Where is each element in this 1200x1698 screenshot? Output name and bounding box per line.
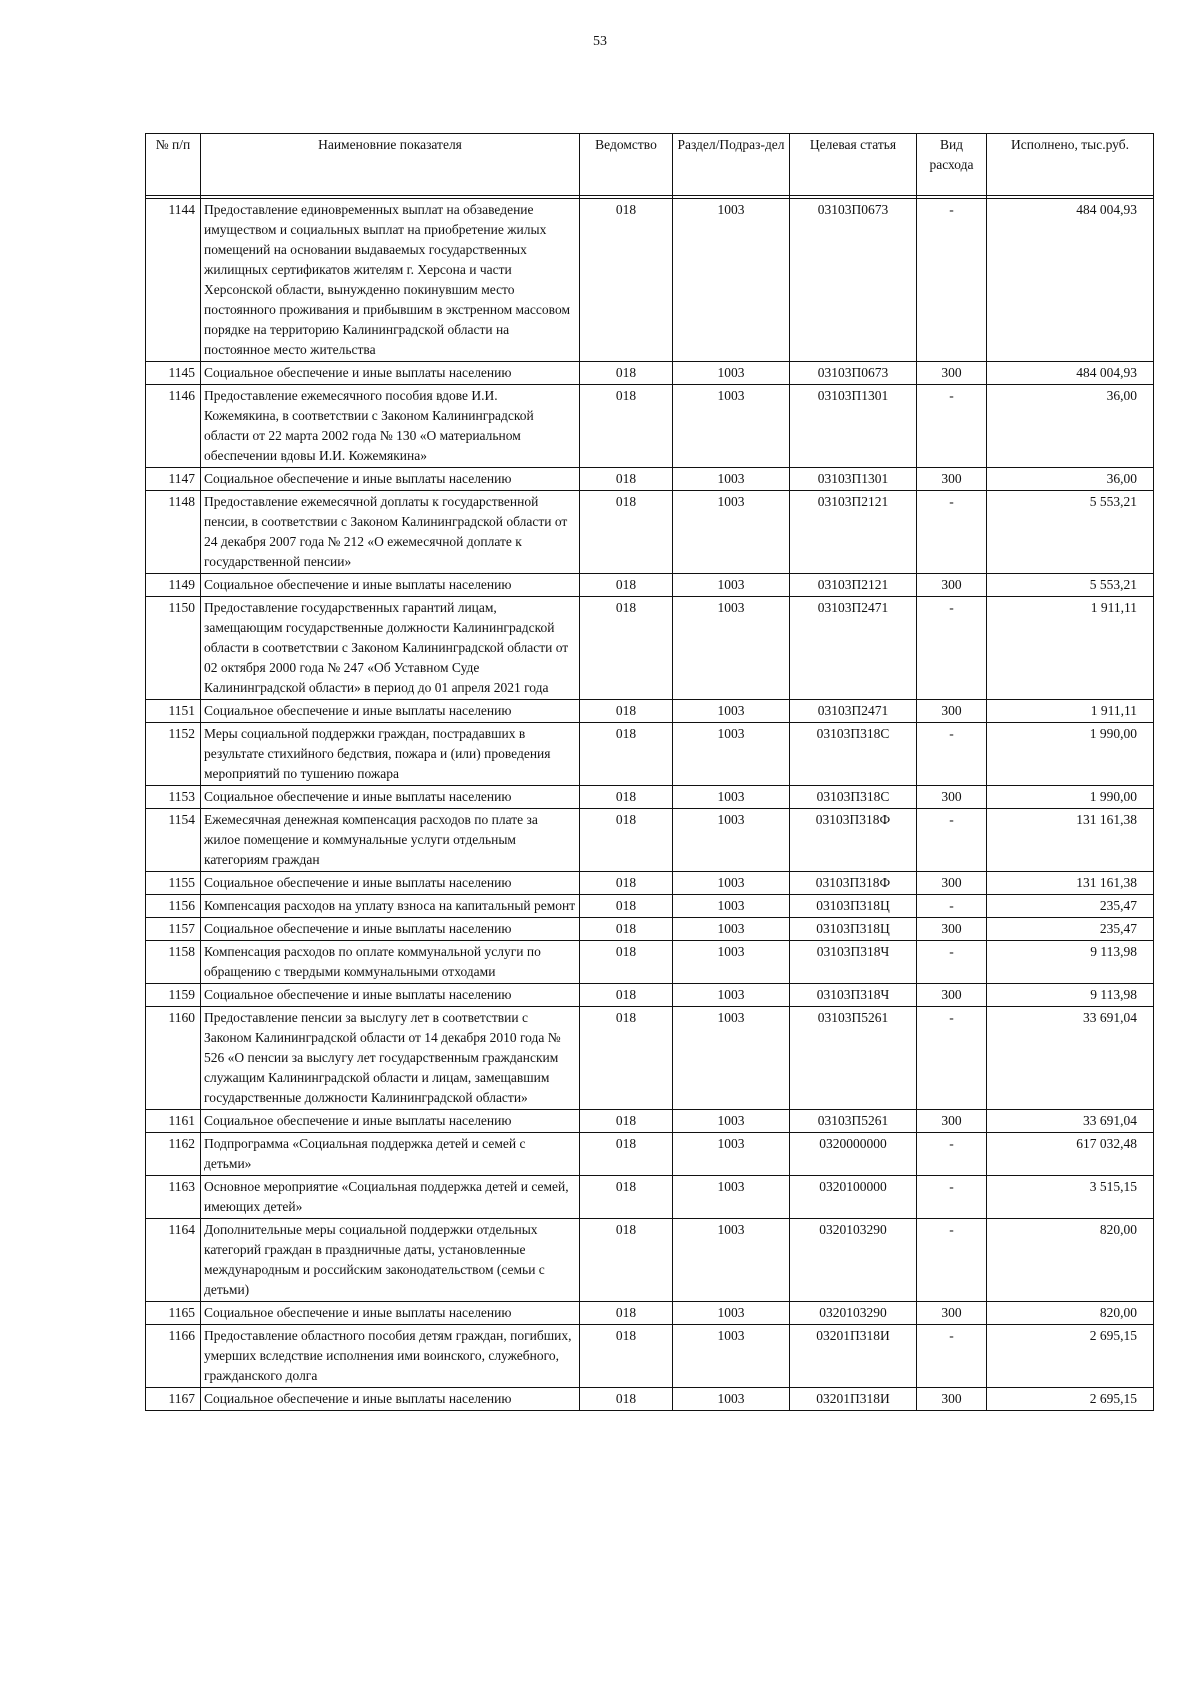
cell-kind: -: [917, 809, 987, 872]
cell-target: 03103П0673: [790, 362, 917, 385]
table-row: [146, 786, 1154, 809]
cell-num: 1164: [146, 1219, 201, 1302]
cell-kind: -: [917, 723, 987, 786]
cell-dept: 018: [580, 872, 673, 895]
cell-target: 03103П318С: [790, 786, 917, 809]
header-kind: Вид расхода: [917, 134, 987, 196]
cell-amount: 36,00: [987, 385, 1154, 468]
cell-num: 1147: [146, 468, 201, 491]
cell-name: Социальное обеспечение и иные выплаты населению: [201, 984, 580, 1007]
page-number: 53: [593, 34, 607, 49]
cell-num: 1149: [146, 574, 201, 597]
cell-target: 03103П318Ч: [790, 941, 917, 984]
cell-target: 0320100000: [790, 1176, 917, 1219]
cell-name: Основное мероприятие «Социальная поддержка детей и семей, имеющих детей»: [201, 1176, 580, 1219]
cell-dept: 018: [580, 199, 673, 362]
cell-num: 1166: [146, 1325, 201, 1388]
cell-kind: 300: [917, 786, 987, 809]
table-row: [146, 597, 1154, 700]
cell-name: Социальное обеспечение и иные выплаты населению: [201, 786, 580, 809]
cell-dept: 018: [580, 468, 673, 491]
cell-target: 03103П2471: [790, 597, 917, 700]
table-row: [146, 1133, 1154, 1176]
cell-target: 03103П318С: [790, 723, 917, 786]
header-name: Наименовние показателя: [201, 134, 580, 196]
cell-kind: -: [917, 1219, 987, 1302]
cell-name: Социальное обеспечение и иные выплаты населению: [201, 1388, 580, 1411]
cell-target: 03201П318И: [790, 1388, 917, 1411]
cell-name: Социальное обеспечение и иные выплаты населению: [201, 574, 580, 597]
cell-target: 03103П2121: [790, 574, 917, 597]
cell-num: 1159: [146, 984, 201, 1007]
cell-amount: 36,00: [987, 468, 1154, 491]
cell-amount: 235,47: [987, 918, 1154, 941]
cell-num: 1167: [146, 1388, 201, 1411]
cell-name: Компенсация расходов по оплате коммунальной услуги по обращению с твердыми коммунальными отходами: [201, 941, 580, 984]
cell-amount: 617 032,48: [987, 1133, 1154, 1176]
table-row: [146, 1302, 1154, 1325]
cell-kind: 300: [917, 872, 987, 895]
cell-target: 0320103290: [790, 1219, 917, 1302]
cell-name: Социальное обеспечение и иные выплаты населению: [201, 468, 580, 491]
cell-dept: 018: [580, 1325, 673, 1388]
cell-section: 1003: [673, 872, 790, 895]
cell-section: 1003: [673, 385, 790, 468]
cell-section: 1003: [673, 1302, 790, 1325]
cell-amount: 3 515,15: [987, 1176, 1154, 1219]
table-row: [146, 1176, 1154, 1219]
cell-num: 1146: [146, 385, 201, 468]
cell-kind: -: [917, 941, 987, 984]
table-body: [146, 196, 1154, 1411]
cell-name: Ежемесячная денежная компенсация расходов по плате за жилое помещение и коммунальные услуги отдельным категориям граждан: [201, 809, 580, 872]
table-row: [146, 1219, 1154, 1302]
cell-num: 1150: [146, 597, 201, 700]
cell-dept: 018: [580, 574, 673, 597]
cell-amount: 33 691,04: [987, 1110, 1154, 1133]
header-dept: Ведомство: [580, 134, 673, 196]
cell-name: Подпрограмма «Социальная поддержка детей и семей с детьми»: [201, 1133, 580, 1176]
cell-target: 03103П5261: [790, 1007, 917, 1110]
cell-kind: -: [917, 895, 987, 918]
cell-name: Компенсация расходов на уплату взноса на капитальный ремонт: [201, 895, 580, 918]
cell-num: 1165: [146, 1302, 201, 1325]
cell-kind: -: [917, 1325, 987, 1388]
cell-kind: 300: [917, 362, 987, 385]
cell-kind: 300: [917, 1302, 987, 1325]
cell-section: 1003: [673, 1325, 790, 1388]
table-row: [146, 941, 1154, 984]
cell-num: 1163: [146, 1176, 201, 1219]
cell-target: 03103П2121: [790, 491, 917, 574]
cell-name: Социальное обеспечение и иные выплаты населению: [201, 918, 580, 941]
cell-name: Предоставление единовременных выплат на обзаведение имуществом и социальных выплат на приобретение жилых помещений на основании выдаваемых государственных жилищных сертификатов жителям г. Херсона и части Херсонской области, вынужденно покинувшим место постоянного проживания и прибывшим в экстренном массовом порядке на территорию Калининградской области на постоянное место жительства: [201, 199, 580, 362]
cell-section: 1003: [673, 700, 790, 723]
cell-section: 1003: [673, 809, 790, 872]
cell-num: 1148: [146, 491, 201, 574]
cell-kind: 300: [917, 918, 987, 941]
cell-section: 1003: [673, 1133, 790, 1176]
cell-section: 1003: [673, 597, 790, 700]
cell-kind: -: [917, 385, 987, 468]
cell-dept: 018: [580, 786, 673, 809]
cell-dept: 018: [580, 1133, 673, 1176]
cell-dept: 018: [580, 597, 673, 700]
cell-target: 03103П318Ч: [790, 984, 917, 1007]
cell-dept: 018: [580, 1388, 673, 1411]
cell-name: Предоставление ежемесячного пособия вдове И.И. Кожемякина, в соответствии с Законом Калининградской области от 22 марта 2002 года № 130 «О материальном обеспечении вдовы И.И. Кожемякина»: [201, 385, 580, 468]
cell-name: Предоставление областного пособия детям граждан, погибших, умерших вследствие исполнения ими воинского, служебного, гражданского долга: [201, 1325, 580, 1388]
cell-kind: 300: [917, 1110, 987, 1133]
cell-section: 1003: [673, 362, 790, 385]
cell-amount: 1 911,11: [987, 597, 1154, 700]
cell-amount: 131 161,38: [987, 809, 1154, 872]
table-row: [146, 1007, 1154, 1110]
cell-amount: 484 004,93: [987, 199, 1154, 362]
cell-num: 1161: [146, 1110, 201, 1133]
cell-dept: 018: [580, 1302, 673, 1325]
cell-dept: 018: [580, 941, 673, 984]
cell-section: 1003: [673, 723, 790, 786]
cell-section: 1003: [673, 1388, 790, 1411]
cell-dept: 018: [580, 1007, 673, 1110]
cell-amount: 1 990,00: [987, 786, 1154, 809]
table-row: [146, 199, 1154, 362]
cell-name: Меры социальной поддержки граждан, пострадавших в результате стихийного бедствия, пожара и (или) проведения мероприятий по тушению пожара: [201, 723, 580, 786]
cell-amount: 33 691,04: [987, 1007, 1154, 1110]
table-row: [146, 574, 1154, 597]
cell-kind: -: [917, 1133, 987, 1176]
cell-amount: 2 695,15: [987, 1388, 1154, 1411]
cell-kind: -: [917, 1007, 987, 1110]
cell-kind: 300: [917, 984, 987, 1007]
table-row: [146, 1325, 1154, 1388]
cell-dept: 018: [580, 895, 673, 918]
table-row: [146, 468, 1154, 491]
cell-section: 1003: [673, 1219, 790, 1302]
cell-num: 1157: [146, 918, 201, 941]
cell-target: 03103П1301: [790, 385, 917, 468]
cell-section: 1003: [673, 1176, 790, 1219]
cell-dept: 018: [580, 385, 673, 468]
cell-name: Дополнительные меры социальной поддержки отдельных категорий граждан в праздничные даты, установленные международным и российским законодательством (семьи с детьми): [201, 1219, 580, 1302]
cell-kind: 300: [917, 468, 987, 491]
cell-num: 1160: [146, 1007, 201, 1110]
cell-dept: 018: [580, 984, 673, 1007]
cell-kind: 300: [917, 1388, 987, 1411]
cell-amount: 5 553,21: [987, 491, 1154, 574]
cell-num: 1156: [146, 895, 201, 918]
cell-dept: 018: [580, 723, 673, 786]
cell-dept: 018: [580, 809, 673, 872]
cell-num: 1153: [146, 786, 201, 809]
cell-kind: 300: [917, 700, 987, 723]
cell-name: Социальное обеспечение и иные выплаты населению: [201, 700, 580, 723]
cell-target: 03103П318Ц: [790, 918, 917, 941]
cell-dept: 018: [580, 362, 673, 385]
cell-amount: 9 113,98: [987, 941, 1154, 984]
cell-section: 1003: [673, 786, 790, 809]
cell-kind: -: [917, 491, 987, 574]
cell-amount: 131 161,38: [987, 872, 1154, 895]
cell-amount: 820,00: [987, 1219, 1154, 1302]
cell-amount: 9 113,98: [987, 984, 1154, 1007]
cell-num: 1151: [146, 700, 201, 723]
header-amount: Исполнено, тыс.руб.: [987, 134, 1154, 196]
cell-name: Социальное обеспечение и иные выплаты населению: [201, 1302, 580, 1325]
table-row: [146, 491, 1154, 574]
cell-section: 1003: [673, 1007, 790, 1110]
cell-amount: 2 695,15: [987, 1325, 1154, 1388]
table-row: [146, 1388, 1154, 1411]
header-section: Раздел/Подраз-дел: [673, 134, 790, 196]
table-row: [146, 895, 1154, 918]
cell-name: Социальное обеспечение и иные выплаты населению: [201, 872, 580, 895]
cell-amount: 484 004,93: [987, 362, 1154, 385]
cell-target: 03201П318И: [790, 1325, 917, 1388]
table-row: [146, 700, 1154, 723]
cell-section: 1003: [673, 918, 790, 941]
cell-target: 03103П318Ц: [790, 895, 917, 918]
cell-num: 1145: [146, 362, 201, 385]
cell-num: 1154: [146, 809, 201, 872]
cell-target: 03103П318Ф: [790, 809, 917, 872]
cell-kind: -: [917, 597, 987, 700]
cell-amount: 820,00: [987, 1302, 1154, 1325]
cell-name: Предоставление государственных гарантий лицам, замещающим государственные должности Калининградской области в соответствии с Законом Калининградской области от 02 октября 2000 года № 247 «Об Уставном Суде Калининградской области» в период до 01 апреля 2021 года: [201, 597, 580, 700]
cell-target: 03103П318Ф: [790, 872, 917, 895]
cell-section: 1003: [673, 1110, 790, 1133]
cell-num: 1158: [146, 941, 201, 984]
cell-dept: 018: [580, 700, 673, 723]
cell-name: Социальное обеспечение и иные выплаты населению: [201, 1110, 580, 1133]
cell-target: 0320103290: [790, 1302, 917, 1325]
cell-kind: 300: [917, 574, 987, 597]
table-row: [146, 918, 1154, 941]
table-row: [146, 809, 1154, 872]
cell-dept: 018: [580, 1110, 673, 1133]
table-header-row: [146, 134, 1154, 196]
cell-target: 03103П5261: [790, 1110, 917, 1133]
cell-amount: 1 990,00: [987, 723, 1154, 786]
cell-num: 1144: [146, 199, 201, 362]
cell-name: Предоставление ежемесячной доплаты к государственной пенсии, в соответствии с Законом Калининградской области от 24 декабря 2007 года № 212 «О ежемесячной доплате к государственной пенсии»: [201, 491, 580, 574]
cell-section: 1003: [673, 491, 790, 574]
cell-section: 1003: [673, 468, 790, 491]
table-row: [146, 362, 1154, 385]
cell-amount: 235,47: [987, 895, 1154, 918]
cell-dept: 018: [580, 1176, 673, 1219]
cell-section: 1003: [673, 941, 790, 984]
cell-num: 1152: [146, 723, 201, 786]
cell-dept: 018: [580, 1219, 673, 1302]
cell-dept: 018: [580, 491, 673, 574]
table-row: [146, 723, 1154, 786]
cell-dept: 018: [580, 918, 673, 941]
cell-section: 1003: [673, 895, 790, 918]
cell-section: 1003: [673, 199, 790, 362]
header-num: № п/п: [146, 134, 201, 196]
header-target: Целевая статья: [790, 134, 917, 196]
cell-target: 03103П1301: [790, 468, 917, 491]
cell-amount: 1 911,11: [987, 700, 1154, 723]
table-row: [146, 385, 1154, 468]
cell-target: 03103П2471: [790, 700, 917, 723]
table-row: [146, 984, 1154, 1007]
table-row: [146, 1110, 1154, 1133]
cell-num: 1162: [146, 1133, 201, 1176]
expenditure-table: [145, 133, 1154, 1411]
cell-kind: -: [917, 199, 987, 362]
cell-amount: 5 553,21: [987, 574, 1154, 597]
cell-target: 03103П0673: [790, 199, 917, 362]
table-row: [146, 872, 1154, 895]
cell-name: Социальное обеспечение и иные выплаты населению: [201, 362, 580, 385]
cell-name: Предоставление пенсии за выслугу лет в соответствии с Законом Калининградской области от 14 декабря 2010 года № 526 «О пенсии за выслугу лет государственным гражданским служащим Калининградской области и лицам, замещавшим государственные должности Калининградской области»: [201, 1007, 580, 1110]
cell-section: 1003: [673, 574, 790, 597]
cell-section: 1003: [673, 984, 790, 1007]
cell-num: 1155: [146, 872, 201, 895]
cell-kind: -: [917, 1176, 987, 1219]
cell-target: 0320000000: [790, 1133, 917, 1176]
